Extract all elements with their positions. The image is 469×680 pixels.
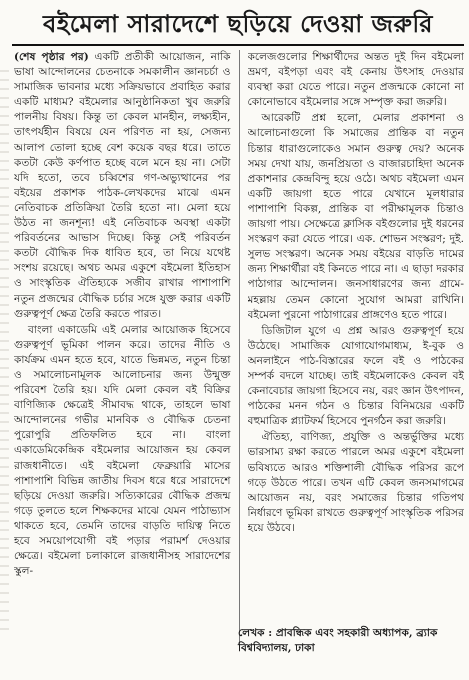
paragraph: কলেজগুলোর শিক্ষার্থীদের অন্তত দুই দিন বইমেলা ভ্রমণ, বইপড়া এবং বই কেনায় উৎসাহ দেওয়ার ব্যবস্থা করা যেতে পারে। নতুন প্রজন্মকে কোনো না কোনোভাবে বইমেলার সঙ্গে সম্পৃক্ত করা জরুরি। bbox=[247, 51, 464, 109]
paragraph: ঐতিহ্য, বাণিজ্য, প্রযুক্তি ও অন্তর্ভুক্তির মধ্যে ভারসাম্য রক্ষা করতে পারলে অমর একুশে বইমেলা ভবিষ্যতে আরও শক্তিশালী বৌদ্ধিক পরিসর রূপে গড়ে উঠতে পারে। তখন এটি কেবল জনসমাগমের আয়োজন নয়, বরং সমাজের চিন্তার গতিপথ নির্ধারণে ভূমিকা রাখতে গুরুত্বপূর্ণ সাংস্কৃতিক পরিসর হয়ে উঠবে। bbox=[247, 431, 464, 534]
column-divider bbox=[239, 50, 240, 650]
paragraph: ডিজিটাল যুগে এ প্রশ্ন আরও গুরুত্বপূর্ণ হয়ে উঠেছে। সামাজিক যোগাযোগমাধ্যম, ই-বুক ও অনলাইনে পাঠ-বিস্তারের ফলে বই ও পাঠকের সম্পর্ক বদলে যাচ্ছে। তাই বইমেলাকেও কেবল বই কেনাবেচার জায়গা হিসেবে নয়, বরং জ্ঞান উৎপাদন, পাঠকের মনন গঠন ও চিন্তার বিনিময়ের একটি বহুমাত্রিক প্ল্যাটফর্ম হিসেবে পুনর্গঠন করা জরুরি। bbox=[247, 324, 464, 428]
paragraph: বাংলা একাডেমি এই মেলার আয়োজক হিসেবে গুরুত্বপূর্ণ ভূমিকা পালন করে। তাদের নীতি ও কার্যক্রম এমন হতে হবে, যাতে ভিন্নমত, নতুন চিন্তা ও সমালোচনামূলক আলোচনার জন্য উন্মুক্ত পরিবেশ তৈরি হয়। যদি মেলা কেবল বই বিক্রির বাণিজ্যিক ক্ষেত্রেই সীমাবদ্ধ থাকে, তাহলে ভাষা আন্দোলনের গভীর মানবিক ও বৌদ্ধিক চেতনা পুরোপুরি প্রতিফলিত হবে না। বাংলা একাডেমিকেন্দ্রিক বইমেলার আয়োজন হয় কেবল রাজধানীতে। এই বইমেলা ফেব্রুয়ারি মাসের পাশাপাশি বিভিন্ন জাতীয় দিবস ধরে ধরে সারাদেশে ছড়িয়ে দেওয়া জরুরি। সত্যিকারের বৌদ্ধিক প্রজন্ম গড়ে তুলতে হলে শিক্ষকদের মাঝে যেমন পাঠাভ্যাস থাকতে হবে, তেমনি তাদের বাড়তি দায়িত্ব নিতে হবে সময়োপযোগী বই পড়ার পরামর্শ দেওয়ার ক্ষেত্রে। বইমেলা চলাকালে রাজধানীসহ সারাদেশের স্কুল- bbox=[14, 323, 231, 578]
paragraph-text: একটি প্রতীকী আয়োজন, নাকি ভাষা আন্দোলনের চেতনাকে সমকালীন জ্ঞানচর্চা ও সামাজিক ভাবনার মধ্যে সক্রিয়ভাবে প্রবাহিত করার একটি মাধ্যম? বইমেলার আনুষ্ঠানিকতা খুব জরুরি পালনীয় বিষয়। কিন্তু তা কেবল মানহীন, লক্ষ্যহীন, তাৎপর্যহীন বিষয়ে যেন পরিণত না হয়, সেজন্য আলাপ তোলা হচ্ছে বেশ কয়েক বছর ধরে। তাতে কতটা কেউ কর্ণপাত হচ্ছে বলে মনে হয় না। সেটা যদি হতো, তবে চব্বিশের গণ-অভ্যুত্থানের পর বইয়ের প্রকাশক পাঠক-লেখকদের মাঝে এমন নেতিবাচক প্রতিক্রিয়া তৈরি হতো না। মেলা হয়ে উঠত না জনশূন্য! এই নেতিবাচক অবস্থা একটা পরিবর্তনের আভাস দিচ্ছে। কিন্তু সেই পরিবর্তন কতটা বৌদ্ধিক দিক ধাবিত হবে, তা নিয়ে যথেষ্ট সংশয় রয়েছে। অথচ অমর একুশে বইমেলা ইতিহাস ও সাংস্কৃতিক ঐতিহ্যকে সজীব রাখার পাশাপাশি নতুন প্রজন্মের বৌদ্ধিক চর্চার সঙ্গে যুক্ত করার একটি গুরুত্বপূর্ণ ক্ষেত্র তৈরি করতে পারত। bbox=[14, 51, 231, 320]
left-column bbox=[14, 50, 231, 650]
headline: বইমেলা সারাদেশে ছড়িয়ে দেওয়া জরুরি bbox=[42, 10, 434, 38]
lead-paragraph bbox=[14, 50, 231, 322]
headline-rule bbox=[12, 44, 464, 46]
author-byline: লেখক : প্রাবন্ধিক এবং সহকারী অধ্যাপক, ব্র্যাক বিশ্ববিদ্যালয়, ঢাকা bbox=[238, 627, 438, 654]
continued-tag: (শেষ পৃষ্ঠার পর) bbox=[14, 51, 89, 63]
page-edge-gutter bbox=[0, 70, 9, 630]
paragraph: আরেকটি প্রশ্ন হলো, মেলার প্রকাশনা ও আলোচনাগুলো কি সমাজের প্রান্তিক বা নতুন চিন্তার ধারাগুলোকেও সমান গুরুত্ব দেয়? অনেক সময় দেখা যায়, জনপ্রিয়তা ও বাজারচাহিদা অনেক প্রকাশনার কেন্দ্রবিন্দু হয়ে ওঠে। অথচ বইমেলা এমন একটি জায়গা হতে পারে যেখানে মূলধারার পাশাপাশি বিকল্প, প্রান্তিক বা পরীক্ষামূলক চিন্তাও জায়গা পায়। সেক্ষেত্রে ক্লাসিক বইগুলোর দুই ধরনের সংস্করণ করা যেতে পারে। এক. শোভন সংস্করণ; দুই. সুলভ সংস্করণ। অনেক সময় বইয়ের বাড়তি দামের জন্য শিক্ষার্থীরা বই কিনতে পারে না। এ ছাড়া দরকার পাঠাগার আন্দোলন। জনসাধারণের জন্য গ্রামে-মহল্লায় তেমন কোনো সুযোগ আমরা রাখিনি। বইমেলা পুরনো পাঠাগারের প্রাঙ্গণেও হতে পারে। bbox=[247, 112, 464, 321]
right-column bbox=[248, 50, 465, 650]
article-body bbox=[14, 50, 464, 650]
